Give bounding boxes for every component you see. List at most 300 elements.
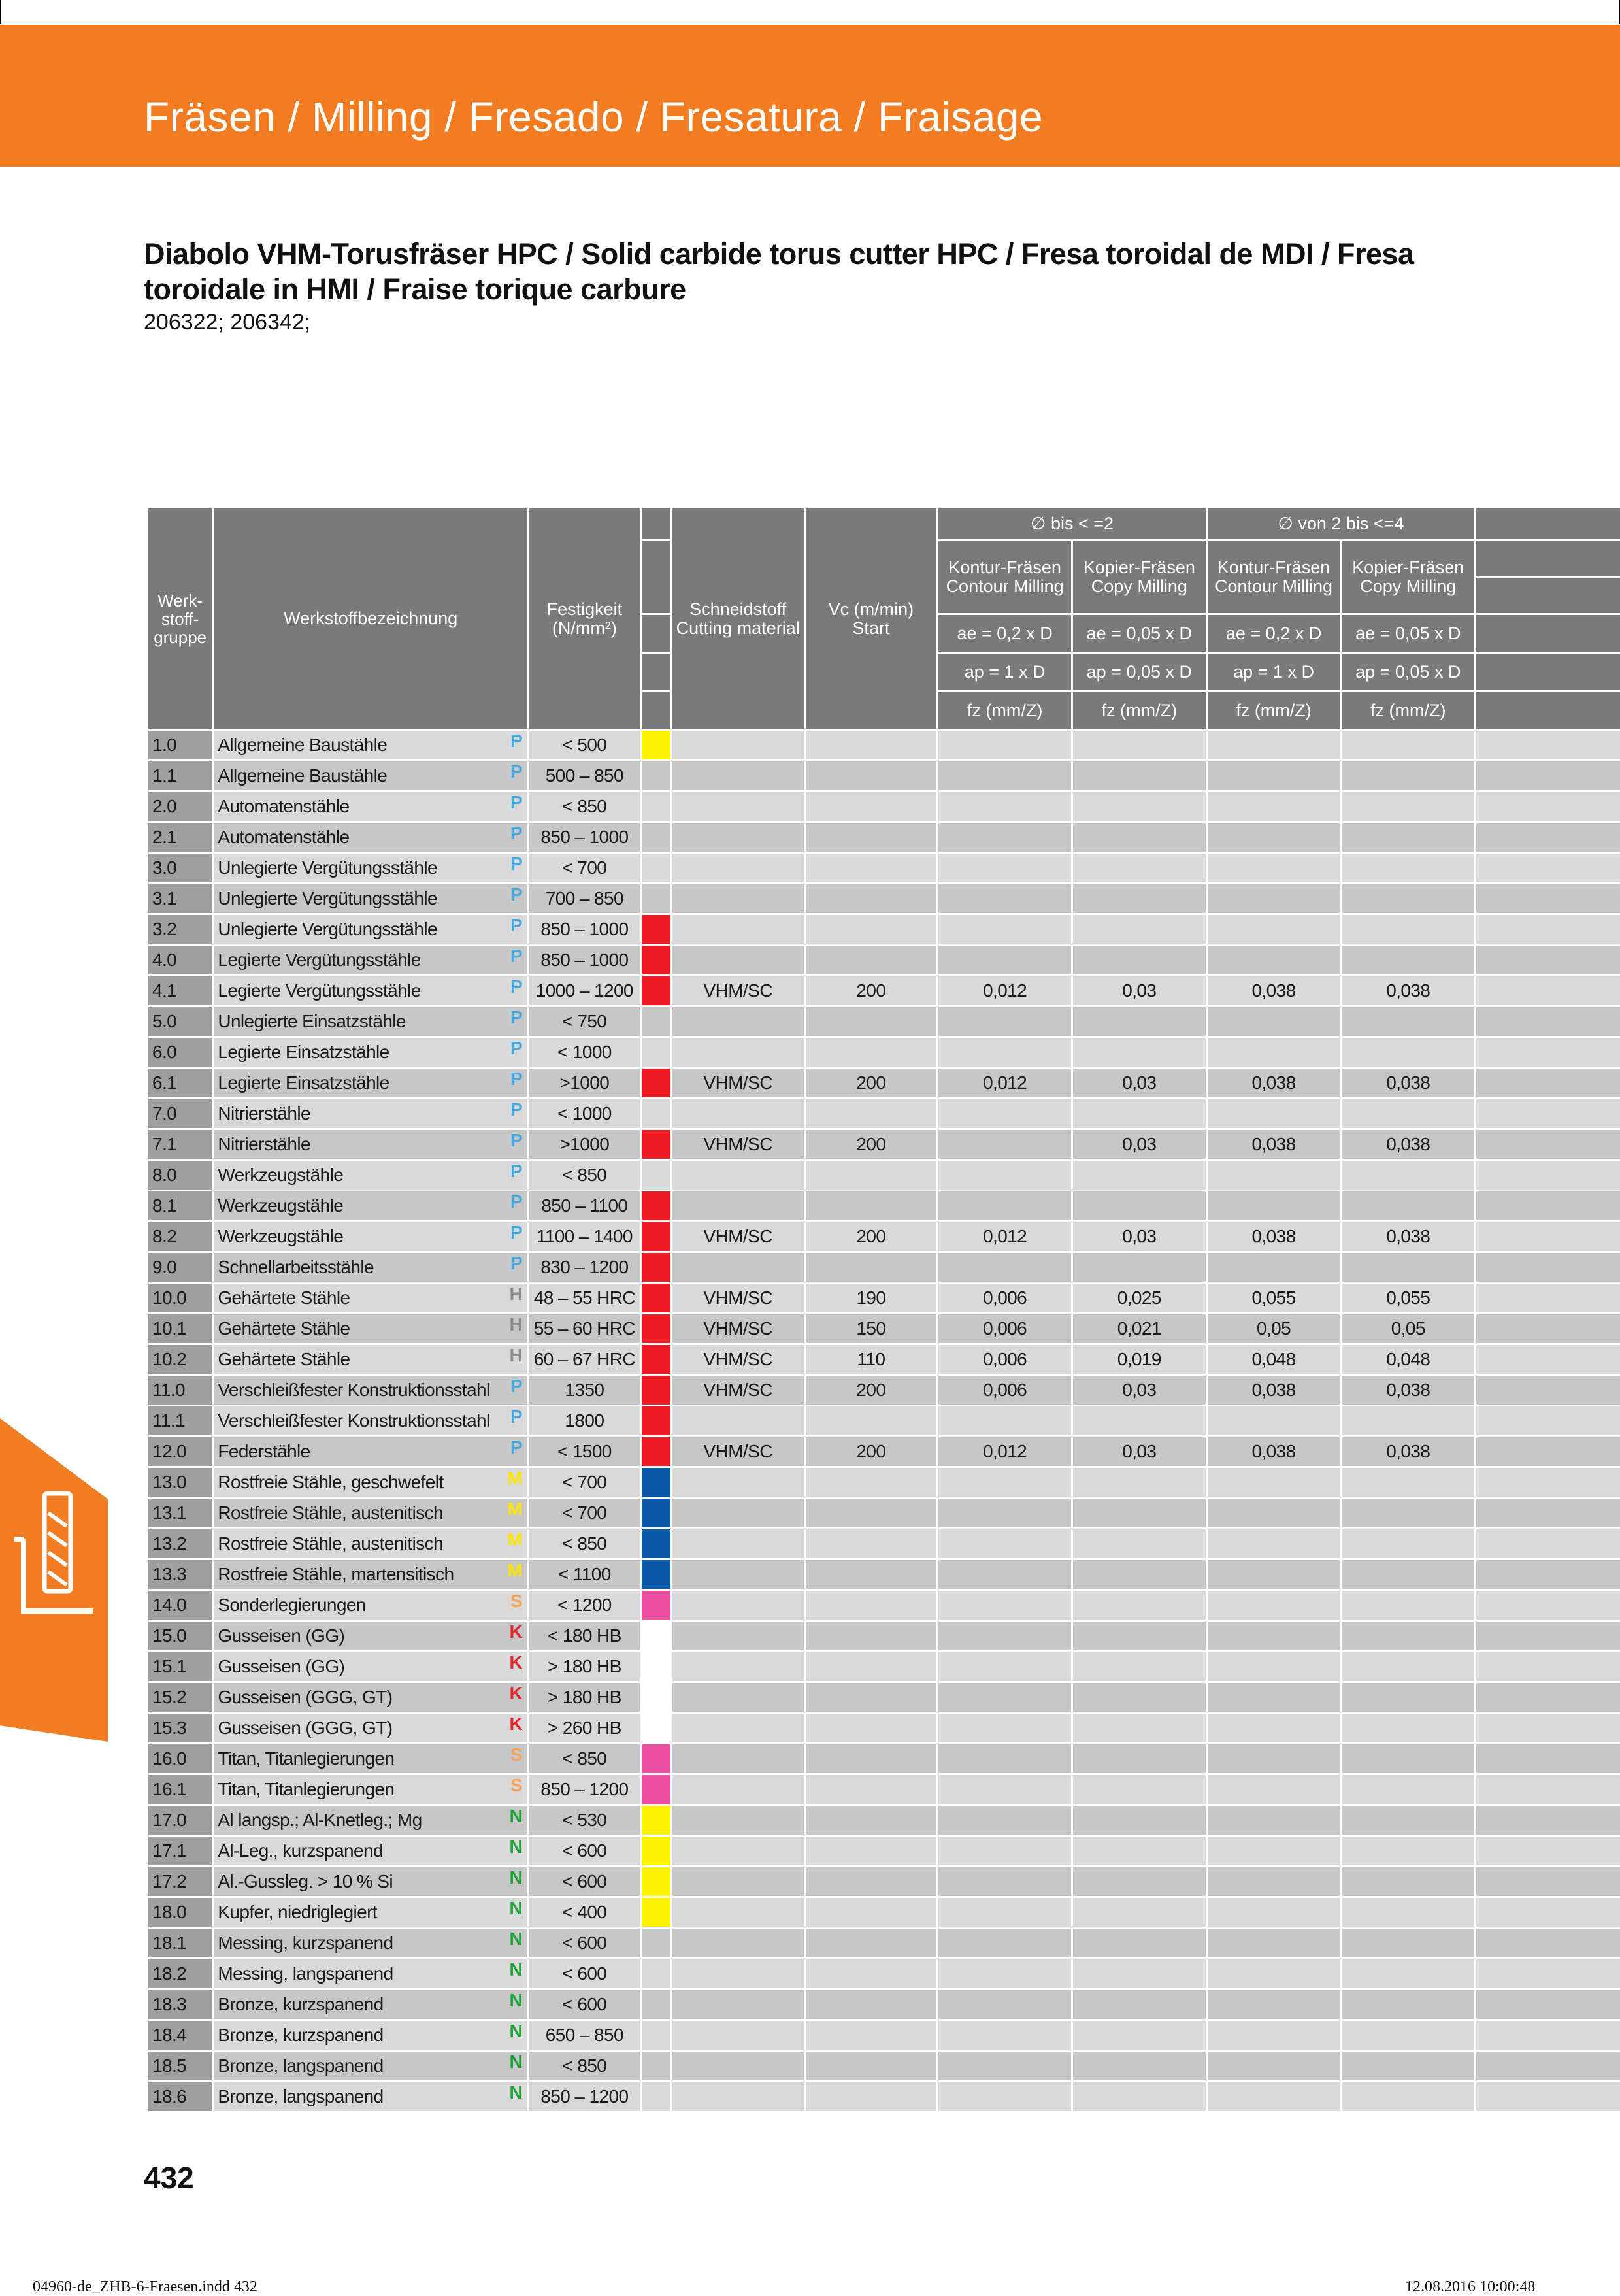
cell-vc bbox=[806, 2021, 937, 2050]
cell-strength: < 750 bbox=[529, 1007, 640, 1036]
cell-fz bbox=[1342, 1499, 1474, 1527]
material-name-text: Legierte Vergütungsstähle bbox=[218, 950, 421, 970]
cell-group: 5.0 bbox=[148, 1007, 212, 1036]
cell-strength: < 700 bbox=[529, 1499, 640, 1527]
cell-material-name bbox=[214, 731, 527, 759]
table-row bbox=[148, 1406, 1620, 1435]
cell-fz: 0,019 bbox=[1073, 1345, 1206, 1374]
cell-fz bbox=[1208, 1714, 1340, 1742]
page-number: 432 bbox=[144, 2161, 194, 2195]
cell-color-swatch bbox=[642, 1775, 670, 1804]
cell-group: 12.0 bbox=[148, 1437, 212, 1466]
cell-vc bbox=[806, 1468, 937, 1497]
header-empty bbox=[1476, 541, 1620, 576]
cell-color-swatch bbox=[642, 1529, 670, 1558]
material-group-letter: P bbox=[510, 946, 523, 966]
cell-fz bbox=[1208, 792, 1340, 821]
table-row bbox=[148, 1560, 1620, 1589]
print-timestamp: 12.08.2016 10:00:48 bbox=[1405, 2278, 1536, 2295]
cell-fz bbox=[1342, 1468, 1474, 1497]
header-op: Kopier-Fräsen Copy Milling bbox=[1073, 541, 1206, 613]
material-group-letter: S bbox=[510, 1591, 523, 1611]
cell-strength: 850 – 1200 bbox=[529, 2082, 640, 2111]
cell-fz bbox=[1208, 1744, 1340, 1773]
cell-fz bbox=[1342, 946, 1474, 974]
cell-fz bbox=[938, 884, 1071, 913]
cell-empty bbox=[1476, 1314, 1620, 1343]
cell-fz bbox=[1073, 1806, 1206, 1835]
material-group-letter: M bbox=[507, 1499, 523, 1519]
cell-fz: 0,006 bbox=[938, 1376, 1071, 1405]
material-group-letter: H bbox=[509, 1345, 523, 1365]
cell-strength: < 850 bbox=[529, 1529, 640, 1558]
cell-color-swatch bbox=[642, 1468, 670, 1497]
material-group-letter: N bbox=[509, 1867, 523, 1888]
cell-cutting-material bbox=[672, 1007, 804, 1036]
table-row bbox=[148, 1314, 1620, 1343]
header-fz: fz (mm/Z) bbox=[1208, 692, 1340, 729]
material-name-text: Al langsp.; Al-Knetleg.; Mg bbox=[218, 1810, 422, 1830]
cell-material-name bbox=[214, 1191, 527, 1220]
cell-fz bbox=[1073, 2052, 1206, 2080]
page-top-margin bbox=[0, 0, 1620, 25]
cell-fz bbox=[1208, 1683, 1340, 1712]
milling-cutter-icon bbox=[14, 1487, 99, 1624]
cell-material-name bbox=[214, 1775, 527, 1804]
cell-group: 18.5 bbox=[148, 2052, 212, 2080]
cell-group: 18.6 bbox=[148, 2082, 212, 2111]
cell-color-swatch bbox=[642, 1161, 670, 1190]
cell-fz bbox=[1342, 854, 1474, 882]
cell-material-name bbox=[214, 1468, 527, 1497]
cell-empty bbox=[1476, 1622, 1620, 1650]
header-strength: Festigkeit (N/mm²) bbox=[529, 508, 640, 729]
cell-empty bbox=[1476, 1038, 1620, 1067]
material-group-letter: P bbox=[510, 1069, 523, 1089]
cell-vc: 200 bbox=[806, 1130, 937, 1159]
cell-cutting-material bbox=[672, 1959, 804, 1988]
cell-cutting-material: VHM/SC bbox=[672, 1345, 804, 1374]
cell-fz bbox=[938, 1591, 1071, 1620]
cell-strength: > 260 HB bbox=[529, 1714, 640, 1742]
header-empty bbox=[1476, 508, 1620, 539]
cell-group: 18.1 bbox=[148, 1929, 212, 1957]
cell-group: 18.0 bbox=[148, 1898, 212, 1927]
material-name-text: Rostfreie Stähle, martensitisch bbox=[218, 1564, 454, 1584]
cell-fz bbox=[1073, 1591, 1206, 1620]
cell-cutting-material bbox=[672, 761, 804, 790]
cell-cutting-material bbox=[672, 1898, 804, 1927]
material-group-letter: S bbox=[510, 1744, 523, 1765]
cell-empty bbox=[1476, 1069, 1620, 1097]
cell-fz bbox=[1073, 2082, 1206, 2111]
cell-strength: < 600 bbox=[529, 1959, 640, 1988]
material-name-text: Bronze, langspanend bbox=[218, 2086, 384, 2106]
cell-fz bbox=[938, 1929, 1071, 1957]
cell-group: 10.2 bbox=[148, 1345, 212, 1374]
cell-vc bbox=[806, 761, 937, 790]
cell-cutting-material bbox=[672, 792, 804, 821]
cell-fz bbox=[938, 1714, 1071, 1742]
cell-fz bbox=[1208, 823, 1340, 852]
cell-material-name bbox=[214, 1959, 527, 1988]
cell-fz bbox=[1342, 915, 1474, 944]
cell-fz bbox=[1073, 1898, 1206, 1927]
material-name-text: Unlegierte Vergütungsstähle bbox=[218, 888, 437, 908]
crop-mark bbox=[0, 0, 1, 24]
cell-empty bbox=[1476, 1499, 1620, 1527]
cell-strength: < 530 bbox=[529, 1806, 640, 1835]
cell-cutting-material bbox=[672, 731, 804, 759]
material-group-letter: H bbox=[509, 1284, 523, 1304]
cell-fz bbox=[1073, 761, 1206, 790]
cell-strength: < 1100 bbox=[529, 1560, 640, 1589]
table-row bbox=[148, 1714, 1620, 1742]
cell-fz bbox=[1342, 1714, 1474, 1742]
cell-cutting-material bbox=[672, 1468, 804, 1497]
cell-fz bbox=[1208, 1161, 1340, 1190]
material-group-letter: P bbox=[510, 1222, 523, 1242]
cell-material-name bbox=[214, 1560, 527, 1589]
cell-empty bbox=[1476, 1529, 1620, 1558]
table-row bbox=[148, 1744, 1620, 1773]
cell-material-name bbox=[214, 1929, 527, 1957]
header-op: Kontur-Fräsen Contour Milling bbox=[1208, 541, 1340, 613]
table-row bbox=[148, 1898, 1620, 1927]
table-row bbox=[148, 884, 1620, 913]
cell-group: 6.1 bbox=[148, 1069, 212, 1097]
material-group-letter: P bbox=[510, 731, 523, 751]
cell-strength: > 180 HB bbox=[529, 1683, 640, 1712]
cell-fz bbox=[1208, 2021, 1340, 2050]
material-group-letter: K bbox=[509, 1622, 523, 1642]
cell-cutting-material bbox=[672, 1806, 804, 1835]
material-name-text: Bronze, kurzspanend bbox=[218, 1994, 384, 2014]
cell-fz bbox=[938, 1038, 1071, 1067]
cell-color-swatch bbox=[642, 2052, 670, 2080]
cell-fz bbox=[1342, 884, 1474, 913]
cell-material-name bbox=[214, 1007, 527, 1036]
cell-material-name bbox=[214, 1284, 527, 1312]
cell-color-swatch bbox=[642, 1406, 670, 1435]
cell-fz bbox=[938, 1744, 1071, 1773]
cell-color-swatch bbox=[642, 946, 670, 974]
cell-fz bbox=[1208, 1622, 1340, 1650]
cell-cutting-material bbox=[672, 1406, 804, 1435]
cell-color-swatch bbox=[642, 792, 670, 821]
cell-empty bbox=[1476, 2082, 1620, 2111]
cell-group: 11.1 bbox=[148, 1406, 212, 1435]
cell-color-swatch bbox=[642, 2021, 670, 2050]
cell-color-swatch bbox=[642, 1038, 670, 1067]
cell-fz bbox=[938, 1990, 1071, 2019]
cell-fz bbox=[938, 946, 1071, 974]
cell-vc bbox=[806, 1867, 937, 1896]
material-group-letter: P bbox=[510, 884, 523, 905]
material-name-text: Verschleißfester Konstruktionsstahl bbox=[218, 1380, 490, 1400]
cell-group: 18.4 bbox=[148, 2021, 212, 2050]
cell-fz bbox=[1208, 1529, 1340, 1558]
cell-strength: < 700 bbox=[529, 1468, 640, 1497]
cell-fz bbox=[1342, 1529, 1474, 1558]
cell-fz bbox=[1208, 1591, 1340, 1620]
cell-fz bbox=[1208, 1038, 1340, 1067]
cell-group: 13.3 bbox=[148, 1560, 212, 1589]
section-banner bbox=[0, 25, 1620, 167]
cell-strength: < 600 bbox=[529, 1867, 640, 1896]
cell-empty bbox=[1476, 1406, 1620, 1435]
cell-empty bbox=[1476, 1898, 1620, 1927]
cell-fz bbox=[1073, 1560, 1206, 1589]
cell-strength: < 850 bbox=[529, 2052, 640, 2080]
cell-fz bbox=[1342, 1099, 1474, 1128]
cell-fz bbox=[1342, 1683, 1474, 1712]
cell-color-swatch bbox=[642, 1622, 670, 1650]
material-group-letter: N bbox=[509, 1837, 523, 1857]
cell-fz bbox=[1342, 1867, 1474, 1896]
cell-fz: 0,038 bbox=[1342, 1069, 1474, 1097]
cell-cutting-material: VHM/SC bbox=[672, 1314, 804, 1343]
cell-material-name bbox=[214, 1099, 527, 1128]
cell-strength: 850 – 1100 bbox=[529, 1191, 640, 1220]
cell-cutting-material bbox=[672, 1591, 804, 1620]
cell-fz bbox=[1208, 884, 1340, 913]
cell-material-name bbox=[214, 1529, 527, 1558]
cell-vc bbox=[806, 1959, 937, 1988]
cell-empty bbox=[1476, 1652, 1620, 1681]
header-fz: fz (mm/Z) bbox=[1073, 692, 1206, 729]
cell-cutting-material bbox=[672, 1161, 804, 1190]
material-group-letter: M bbox=[507, 1560, 523, 1580]
material-name-text: Werkzeugstähle bbox=[218, 1195, 344, 1216]
cell-fz bbox=[1342, 1775, 1474, 1804]
cell-material-name bbox=[214, 976, 527, 1005]
cell-color-swatch bbox=[642, 823, 670, 852]
material-group-letter: M bbox=[507, 1468, 523, 1488]
table-row bbox=[148, 1837, 1620, 1865]
cell-color-swatch bbox=[642, 1867, 670, 1896]
cell-color-swatch bbox=[642, 1191, 670, 1220]
material-name-text: Schnellarbeitsstähle bbox=[218, 1257, 374, 1277]
cell-fz bbox=[1342, 792, 1474, 821]
material-group-letter: P bbox=[510, 1130, 523, 1150]
cell-group: 9.0 bbox=[148, 1253, 212, 1282]
cell-fz bbox=[1342, 1191, 1474, 1220]
cell-vc bbox=[806, 1652, 937, 1681]
material-group-letter: N bbox=[509, 1959, 523, 1980]
cell-color-swatch bbox=[642, 1959, 670, 1988]
cell-fz bbox=[1342, 823, 1474, 852]
header-empty bbox=[1476, 654, 1620, 690]
cell-cutting-material bbox=[672, 823, 804, 852]
cell-strength: 500 – 850 bbox=[529, 761, 640, 790]
cell-group: 7.0 bbox=[148, 1099, 212, 1128]
cell-empty bbox=[1476, 1837, 1620, 1865]
cell-vc bbox=[806, 731, 937, 759]
cell-group: 6.0 bbox=[148, 1038, 212, 1067]
cell-fz bbox=[1208, 1099, 1340, 1128]
cell-fz: 0,038 bbox=[1208, 1069, 1340, 1097]
cell-fz bbox=[938, 1683, 1071, 1712]
cell-strength: > 180 HB bbox=[529, 1652, 640, 1681]
cell-group: 8.1 bbox=[148, 1191, 212, 1220]
cell-cutting-material bbox=[672, 1499, 804, 1527]
header-swatch-cell bbox=[642, 541, 670, 613]
cell-empty bbox=[1476, 1130, 1620, 1159]
cell-strength: 850 – 1000 bbox=[529, 915, 640, 944]
cell-strength: 48 – 55 HRC bbox=[529, 1284, 640, 1312]
cell-strength: < 1000 bbox=[529, 1099, 640, 1128]
material-group-letter: K bbox=[509, 1714, 523, 1734]
cell-color-swatch bbox=[642, 915, 670, 944]
table-row bbox=[148, 1775, 1620, 1804]
cell-fz bbox=[1342, 1253, 1474, 1282]
cell-color-swatch bbox=[642, 1714, 670, 1742]
cell-fz bbox=[1073, 731, 1206, 759]
table-row bbox=[148, 1867, 1620, 1896]
material-group-letter: S bbox=[510, 1775, 523, 1795]
cell-fz bbox=[1342, 1622, 1474, 1650]
cell-material-name bbox=[214, 854, 527, 882]
material-group-letter: P bbox=[510, 1191, 523, 1212]
cell-material-name bbox=[214, 1837, 527, 1865]
cell-fz bbox=[938, 1560, 1071, 1589]
material-name-text: Legierte Einsatzstähle bbox=[218, 1042, 389, 1062]
cell-material-name bbox=[214, 1345, 527, 1374]
cell-fz: 0,012 bbox=[938, 1222, 1071, 1251]
cell-fz bbox=[1073, 1775, 1206, 1804]
cell-fz bbox=[1073, 1652, 1206, 1681]
cell-group: 17.2 bbox=[148, 1867, 212, 1896]
article-codes: 206322; 206342; bbox=[144, 310, 311, 335]
cell-strength: 850 – 1000 bbox=[529, 823, 640, 852]
material-group-letter: P bbox=[510, 1099, 523, 1120]
cell-fz bbox=[938, 1775, 1071, 1804]
cell-group: 16.1 bbox=[148, 1775, 212, 1804]
cell-fz bbox=[938, 1007, 1071, 1036]
cell-strength: >1000 bbox=[529, 1069, 640, 1097]
cell-material-name bbox=[214, 1222, 527, 1251]
cell-group: 4.1 bbox=[148, 976, 212, 1005]
cell-empty bbox=[1476, 884, 1620, 913]
header-swatch-cell bbox=[642, 615, 670, 652]
cell-fz bbox=[1342, 2052, 1474, 2080]
cell-fz: 0,006 bbox=[938, 1314, 1071, 1343]
table-row bbox=[148, 1806, 1620, 1835]
cell-fz bbox=[938, 1191, 1071, 1220]
cell-strength: 830 – 1200 bbox=[529, 1253, 640, 1282]
cell-color-swatch bbox=[642, 1560, 670, 1589]
cell-fz bbox=[1208, 946, 1340, 974]
cell-color-swatch bbox=[642, 1345, 670, 1374]
cell-group: 17.0 bbox=[148, 1806, 212, 1835]
cell-group: 18.2 bbox=[148, 1959, 212, 1988]
material-group-letter: N bbox=[509, 1806, 523, 1826]
cell-vc bbox=[806, 2052, 937, 2080]
cell-group: 10.1 bbox=[148, 1314, 212, 1343]
cell-fz bbox=[938, 1837, 1071, 1865]
header-ap: ap = 0,05 x D bbox=[1342, 654, 1474, 690]
cell-fz: 0,021 bbox=[1073, 1314, 1206, 1343]
cell-group: 16.0 bbox=[148, 1744, 212, 1773]
cell-group: 13.2 bbox=[148, 1529, 212, 1558]
cell-fz: 0,055 bbox=[1208, 1284, 1340, 1312]
table-row bbox=[148, 1345, 1620, 1374]
cell-material-name bbox=[214, 1990, 527, 2019]
cell-vc bbox=[806, 792, 937, 821]
cell-cutting-material bbox=[672, 1560, 804, 1589]
cell-fz bbox=[1208, 1867, 1340, 1896]
cell-fz: 0,048 bbox=[1208, 1345, 1340, 1374]
cell-vc bbox=[806, 1837, 937, 1865]
cell-fz bbox=[938, 1253, 1071, 1282]
cell-cutting-material: VHM/SC bbox=[672, 1376, 804, 1405]
cell-fz bbox=[938, 2021, 1071, 2050]
header-empty bbox=[1476, 615, 1620, 652]
cell-fz bbox=[1208, 1775, 1340, 1804]
table-row bbox=[148, 1437, 1620, 1466]
table-row bbox=[148, 1161, 1620, 1190]
cell-color-swatch bbox=[642, 1837, 670, 1865]
material-name-text: Nitrierstähle bbox=[218, 1103, 310, 1123]
cell-strength: < 600 bbox=[529, 1929, 640, 1957]
material-name-text: Al.-Gussleg. > 10 % Si bbox=[218, 1871, 393, 1891]
cell-fz bbox=[938, 2082, 1071, 2111]
cell-vc bbox=[806, 1253, 937, 1282]
cell-fz bbox=[1208, 1499, 1340, 1527]
header-group: Werk- stoff- gruppe bbox=[148, 508, 212, 729]
cell-fz bbox=[1208, 915, 1340, 944]
material-name-text: Legierte Einsatzstähle bbox=[218, 1073, 389, 1093]
cell-group: 17.1 bbox=[148, 1837, 212, 1865]
table-row bbox=[148, 1529, 1620, 1558]
cell-color-swatch bbox=[642, 976, 670, 1005]
cutting-data-table bbox=[146, 507, 1620, 2113]
cell-fz: 0,006 bbox=[938, 1345, 1071, 1374]
cell-group: 4.0 bbox=[148, 946, 212, 974]
cell-vc bbox=[806, 823, 937, 852]
cell-empty bbox=[1476, 792, 1620, 821]
cell-strength: < 180 HB bbox=[529, 1622, 640, 1650]
cell-cutting-material bbox=[672, 946, 804, 974]
material-group-letter: P bbox=[510, 761, 523, 782]
cell-color-swatch bbox=[642, 1683, 670, 1712]
cell-fz bbox=[938, 1622, 1071, 1650]
header-swatch-cell bbox=[642, 654, 670, 690]
cell-vc bbox=[806, 1191, 937, 1220]
material-group-letter: P bbox=[510, 1253, 523, 1273]
cell-material-name bbox=[214, 915, 527, 944]
cell-color-swatch bbox=[642, 1652, 670, 1681]
header-fz: fz (mm/Z) bbox=[1342, 692, 1474, 729]
cell-strength: < 850 bbox=[529, 1161, 640, 1190]
cell-material-name bbox=[214, 761, 527, 790]
header-swatch-cell bbox=[642, 692, 670, 729]
cell-color-swatch bbox=[642, 1007, 670, 1036]
material-group-letter: N bbox=[509, 1929, 523, 1949]
cell-fz bbox=[1342, 731, 1474, 759]
cell-empty bbox=[1476, 2052, 1620, 2080]
cell-cutting-material bbox=[672, 1191, 804, 1220]
cell-strength: < 1200 bbox=[529, 1591, 640, 1620]
cell-fz bbox=[1073, 792, 1206, 821]
cell-fz bbox=[1073, 1622, 1206, 1650]
cell-fz bbox=[1208, 1406, 1340, 1435]
cell-empty bbox=[1476, 976, 1620, 1005]
cell-group: 3.0 bbox=[148, 854, 212, 882]
cell-fz bbox=[1073, 2021, 1206, 2050]
cell-fz bbox=[1342, 1959, 1474, 1988]
